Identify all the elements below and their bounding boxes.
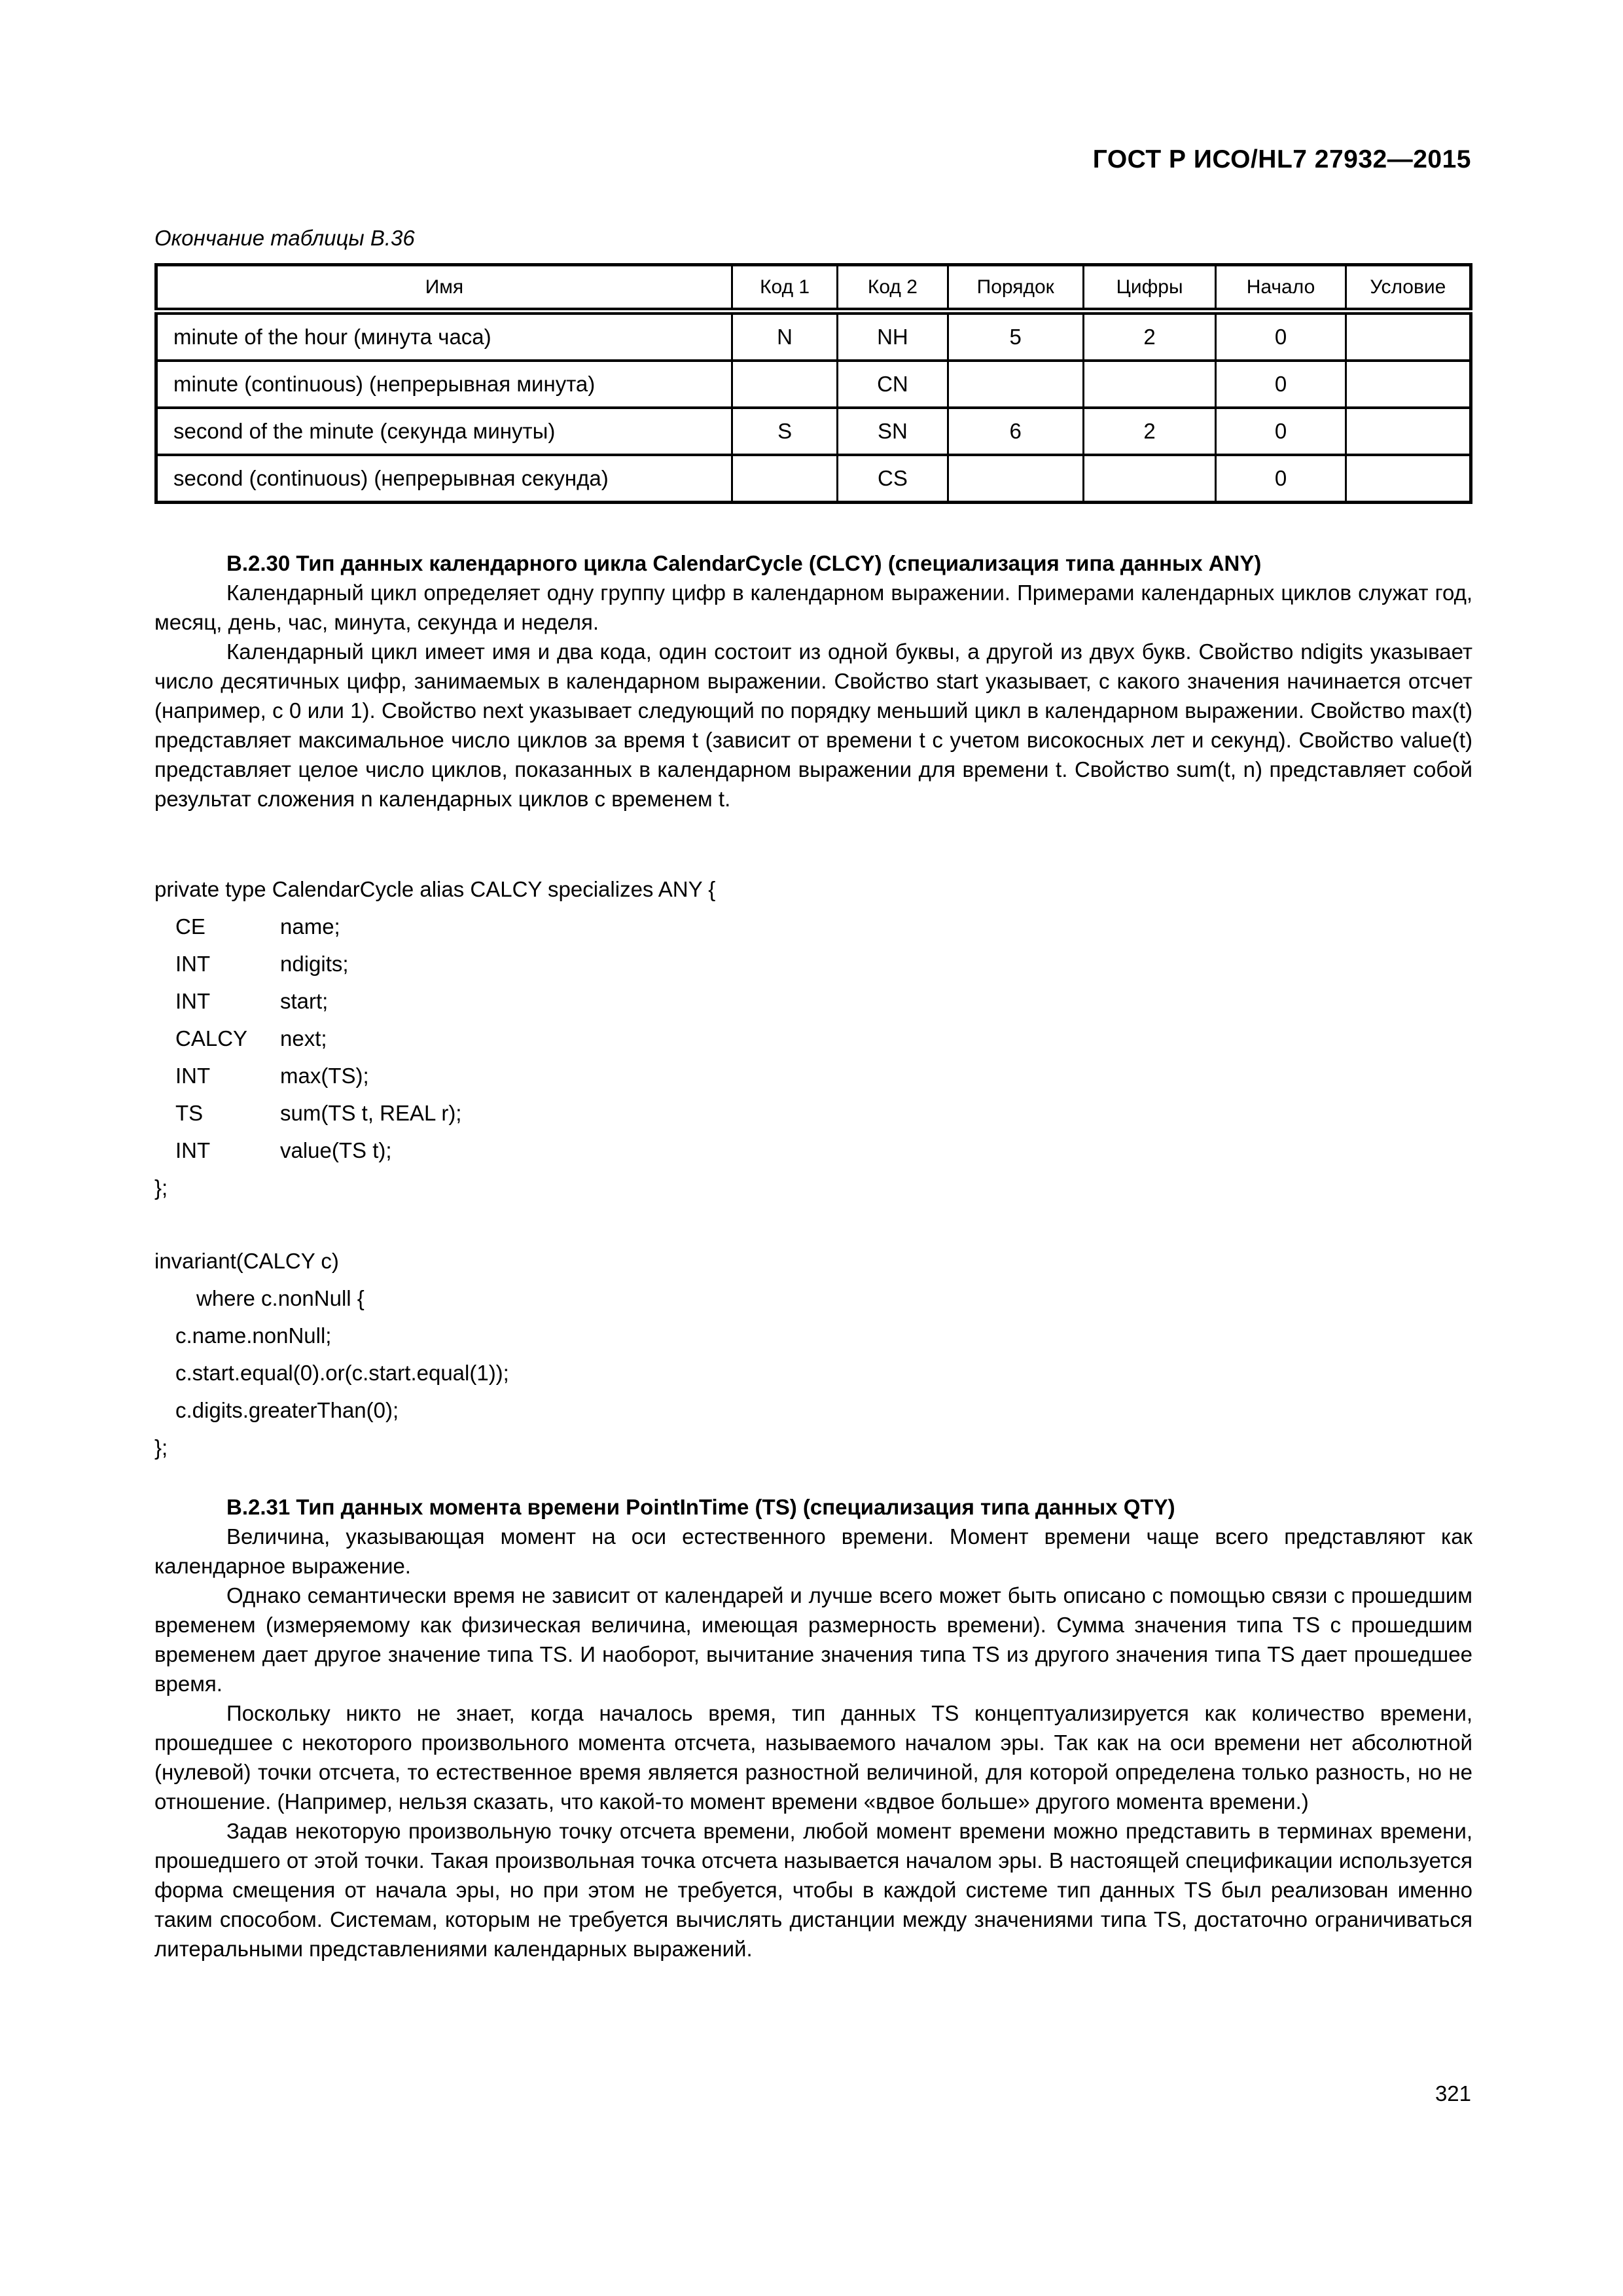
code-member-row [154, 1020, 940, 1057]
cell-digits [1083, 361, 1215, 408]
paragraph: Календарный цикл определяет одну группу цифр в календарном выражении. Примерами календарных циклов служат год, месяц, день, час, минута, секунда и неделя. [154, 581, 1472, 634]
page-number: 321 [1435, 2081, 1471, 2106]
column-header-condition: Условие [1346, 265, 1471, 312]
code-declaration: private type CalendarCycle alias CALCY specializes ANY { [154, 877, 716, 901]
section-title: В.2.30 Тип данных календарного цикла CalendarCycle (CLCY) (специализация типа данных ANY) [226, 551, 1262, 575]
code-block-type-definition [154, 870, 940, 1206]
cell-code2: CS [838, 455, 948, 503]
code-line: c.name.nonNull; [175, 1323, 332, 1348]
table-row [156, 361, 1471, 408]
code-member-name: name; [280, 914, 340, 939]
paragraph: Величина, указывающая момент на оси естественного времени. Момент времени чаще всего представляют как календарное выражение. [154, 1524, 1472, 1578]
code-member-row [154, 1132, 940, 1169]
cell-code1 [732, 455, 837, 503]
code-member-row [154, 908, 940, 945]
cell-order: 6 [948, 408, 1083, 455]
cell-start: 0 [1216, 408, 1346, 455]
section-title: В.2.31 Тип данных момента времени PointInTime (TS) (специализация типа данных QTY) [226, 1495, 1175, 1519]
column-header-code1: Код 1 [732, 265, 837, 312]
code-member-type: INT [175, 1138, 211, 1162]
cell-start: 0 [1216, 361, 1346, 408]
table-row [156, 455, 1471, 503]
cell-code1: N [732, 312, 837, 361]
code-block-invariant [154, 1242, 940, 1466]
column-header-name: Имя [156, 265, 732, 312]
cell-order [948, 361, 1083, 408]
code-member-type: INT [175, 1064, 211, 1088]
cell-condition [1346, 361, 1471, 408]
code-member-name: start; [280, 989, 329, 1013]
cell-order: 5 [948, 312, 1083, 361]
cell-condition [1346, 408, 1471, 455]
code-member-name: next; [280, 1026, 327, 1050]
code-member-type: CE [175, 914, 205, 939]
cell-name: second (continuous) (непрерывная секунда) [156, 455, 732, 503]
cell-condition [1346, 312, 1471, 361]
column-header-code2: Код 2 [838, 265, 948, 312]
paragraph: Календарный цикл имеет имя и два кода, один состоит из одной буквы, а другой из двух букв. Свойство ndigits указывает число десятичных цифр, занимаемых в календарном выражении. Свойство start указывает, с какого значения начинается отсчет (например, с 0 или 1). Свойство next указывает следующий по порядку меньший цикл в календарном выражении. Свойство max(t) представляет максимальное число циклов за время t (зависит от времени t с учетом високосных лет и секунд). Свойство value(t) представляет целое число циклов, показанных в календарном выражении для времени t. Свойство sum(t, n) представляет собой результат сложения n календарных циклов с временем t. [154, 639, 1472, 811]
code-member-row [154, 945, 940, 982]
code-member-type: INT [175, 989, 211, 1013]
code-member-name: ndigits; [280, 952, 349, 976]
code-member-row [154, 1057, 940, 1094]
code-member-row [154, 1094, 940, 1132]
cell-code2: NH [838, 312, 948, 361]
document-standard-header: ГОСТ Р ИСО/HL7 27932—2015 [1092, 145, 1471, 173]
code-member-type: CALCY [175, 1026, 248, 1050]
column-header-order: Порядок [948, 265, 1083, 312]
code-member-name: max(TS); [280, 1064, 369, 1088]
cell-name: minute (continuous) (непрерывная минута) [156, 361, 732, 408]
cell-order [948, 455, 1083, 503]
paragraph: Задав некоторую произвольную точку отсчета времени, любой момент времени можно представить в терминах времени, прошедшего от этой точки. Такая произвольная точка отсчета называется началом эры. В настоящей спецификации используется форма смещения от начала эры, но при этом не требуется, чтобы в каждой системе тип данных TS был реализован именно таким способом. Системам, которым не требуется вычислять дистанции между значениями типа TS, достаточно ограничиваться литеральными представлениями календарных выражений. [154, 1819, 1472, 1961]
table-row [156, 408, 1471, 455]
cell-start: 0 [1216, 312, 1346, 361]
paragraph: Однако семантически время не зависит от календарей и лучше всего может быть описано с помощью связи с прошедшим временем (измеряемому как физическая величина, имеющая размерность времени). Сумма значения типа TS с прошедшим временем дает другое значение типа TS. И наоборот, вычитание значения типа TS из другого значения типа TS дает прошедшее время. [154, 1583, 1472, 1696]
code-line: c.start.equal(0).or(c.start.equal(1)); [175, 1361, 509, 1385]
code-member-name: value(TS t); [280, 1138, 392, 1162]
column-header-start: Начало [1216, 265, 1346, 312]
cell-code1 [732, 361, 837, 408]
code-member-row [154, 982, 940, 1020]
section-b231 [154, 1492, 1472, 1964]
cell-name: minute of the hour (минута часа) [156, 312, 732, 361]
cell-name: second of the minute (секунда минуты) [156, 408, 732, 455]
code-line: where c.nonNull { [196, 1286, 365, 1310]
cell-start: 0 [1216, 455, 1346, 503]
cell-code2: SN [838, 408, 948, 455]
section-b230 [154, 548, 1472, 814]
cell-digits: 2 [1083, 408, 1215, 455]
cell-condition [1346, 455, 1471, 503]
cell-digits [1083, 455, 1215, 503]
cell-digits: 2 [1083, 312, 1215, 361]
code-closing-brace: }; [154, 1175, 168, 1200]
code-member-type: INT [175, 952, 211, 976]
code-member-type: TS [175, 1101, 204, 1125]
code-member-name: sum(TS t, REAL r); [280, 1101, 462, 1125]
table-header-row [156, 265, 1471, 312]
column-header-digits: Цифры [1083, 265, 1215, 312]
table-caption: Окончание таблицы В.36 [154, 226, 415, 250]
code-line: invariant(CALCY c) [154, 1249, 339, 1273]
cell-code2: CN [838, 361, 948, 408]
table-row [156, 312, 1471, 361]
paragraph: Поскольку никто не знает, когда началось время, тип данных TS концептуализируется как количество времени, прошедшее с некоторого произвольного момента отсчета, называемого началом эры. Так как на оси времени нет абсолютной (нулевой) точки отсчета, то естественное время является разностной величиной, для которой определена только разность, но не отношение. (Например, нельзя сказать, что какой-то момент времени «вдвое больше» другого момента времени.) [154, 1701, 1472, 1814]
cell-code1: S [732, 408, 837, 455]
code-line: }; [154, 1435, 168, 1460]
code-line: c.digits.greaterThan(0); [175, 1398, 399, 1422]
calendar-cycle-table [154, 263, 1472, 504]
